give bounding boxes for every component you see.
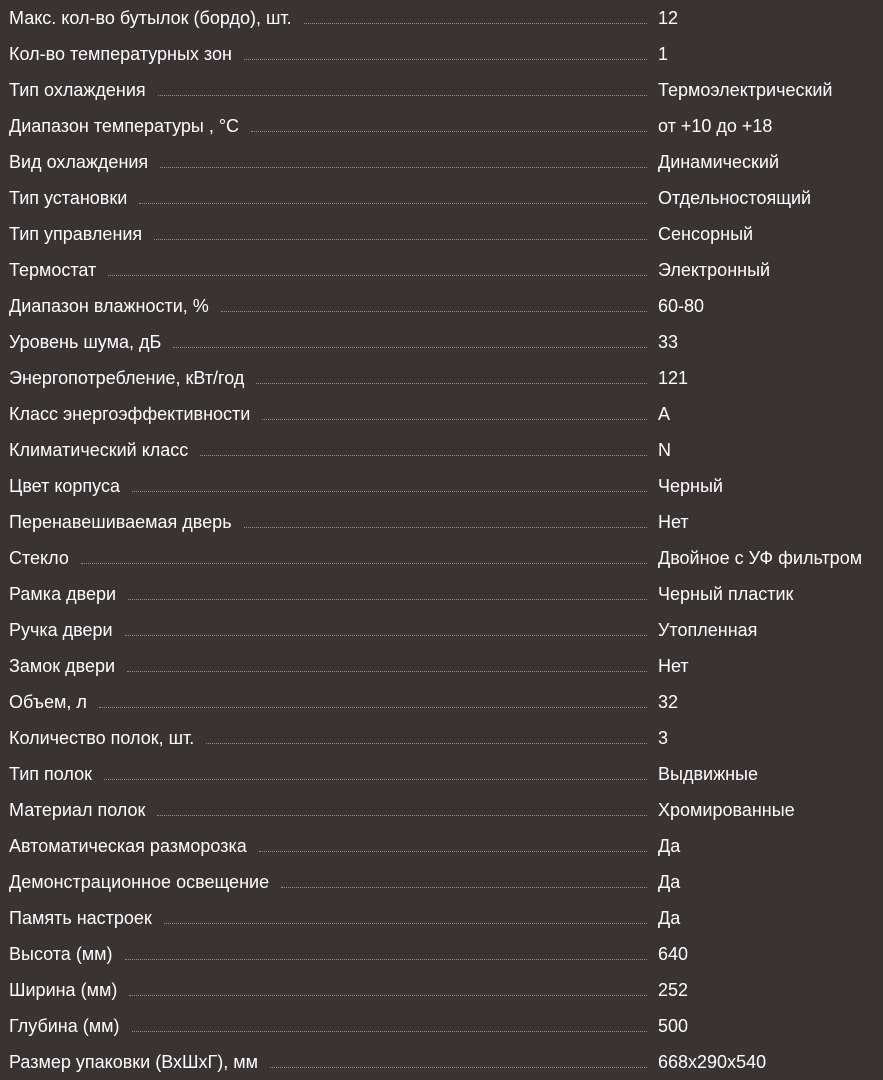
spec-value: Динамический <box>658 152 779 172</box>
spec-row <box>0 324 883 360</box>
spec-value: 640 <box>658 944 689 964</box>
spec-name: Замок двери <box>9 656 116 676</box>
dotted-leader <box>128 598 647 600</box>
spec-row <box>0 828 883 864</box>
spec-name: Класс энергоэффективности <box>9 404 251 424</box>
spec-row <box>0 36 883 72</box>
spec-row <box>0 864 883 900</box>
spec-name: Тип установки <box>9 188 128 208</box>
dotted-leader <box>262 418 647 420</box>
dotted-leader <box>157 814 647 816</box>
spec-row <box>0 504 883 540</box>
spec-value: Нет <box>658 656 689 676</box>
dotted-leader <box>244 526 647 528</box>
spec-name: Перенавешиваемая дверь <box>9 512 232 532</box>
spec-name: Вид охлаждения <box>9 152 149 172</box>
dotted-leader <box>221 310 647 312</box>
spec-row <box>0 540 883 576</box>
spec-row <box>0 360 883 396</box>
spec-value: Нет <box>658 512 689 532</box>
dotted-leader <box>164 922 647 924</box>
spec-row <box>0 180 883 216</box>
spec-value: A <box>658 404 671 424</box>
spec-row <box>0 396 883 432</box>
spec-value: от +10 до +18 <box>658 116 773 136</box>
spec-name: Кол-во температурных зон <box>9 44 232 64</box>
dotted-leader <box>281 886 647 888</box>
dotted-leader <box>139 202 647 204</box>
spec-name: Цвет корпуса <box>9 476 120 496</box>
dotted-leader <box>259 850 647 852</box>
spec-name: Демонстрационное освещение <box>9 872 270 892</box>
spec-row <box>0 576 883 612</box>
spec-row <box>0 756 883 792</box>
dotted-leader <box>104 778 647 780</box>
spec-value: 60-80 <box>658 296 705 316</box>
spec-name: Глубина (мм) <box>9 1016 120 1036</box>
spec-row <box>0 72 883 108</box>
spec-value: 668x290x540 <box>658 1052 767 1072</box>
spec-value: Отдельностоящий <box>658 188 812 208</box>
spec-value: 12 <box>658 8 679 28</box>
dotted-leader <box>270 1066 647 1068</box>
spec-row <box>0 0 883 36</box>
spec-row <box>0 288 883 324</box>
dotted-leader <box>132 1030 648 1032</box>
spec-name: Диапазон температуры , °С <box>9 116 240 136</box>
spec-value: Двойное с УФ фильтром <box>658 548 863 568</box>
spec-row <box>0 216 883 252</box>
spec-name: Климатический класс <box>9 440 189 460</box>
spec-row <box>0 684 883 720</box>
spec-value: Термоэлектрический <box>658 80 833 100</box>
spec-row <box>0 648 883 684</box>
spec-value: Да <box>658 836 681 856</box>
spec-name: Автоматическая разморозка <box>9 836 247 856</box>
dotted-leader <box>200 454 647 456</box>
dotted-leader <box>256 382 647 384</box>
spec-row <box>0 612 883 648</box>
spec-row <box>0 900 883 936</box>
spec-row <box>0 252 883 288</box>
spec-row <box>0 936 883 972</box>
spec-name: Ширина (мм) <box>9 980 118 1000</box>
spec-value: Черный пластик <box>658 584 794 604</box>
spec-name: Тип полок <box>9 764 92 784</box>
dotted-leader <box>206 742 647 744</box>
spec-value: 3 <box>658 728 669 748</box>
dotted-leader <box>99 706 647 708</box>
dotted-leader <box>125 634 647 636</box>
dotted-leader <box>132 490 647 492</box>
spec-value: 252 <box>658 980 689 1000</box>
dotted-leader <box>108 274 647 276</box>
spec-name: Макс. кол-во бутылок (бордо), шт. <box>9 8 292 28</box>
dotted-leader <box>125 958 647 960</box>
dotted-leader <box>129 994 647 996</box>
spec-value: Да <box>658 908 681 928</box>
spec-row <box>0 972 883 1008</box>
spec-name: Уровень шума, дБ <box>9 332 162 352</box>
spec-row <box>0 432 883 468</box>
spec-name: Ручка двери <box>9 620 113 640</box>
spec-name: Стекло <box>9 548 69 568</box>
dotted-leader <box>251 130 647 132</box>
spec-row <box>0 792 883 828</box>
spec-row <box>0 108 883 144</box>
spec-value: Да <box>658 872 681 892</box>
spec-value: 500 <box>658 1016 689 1036</box>
spec-name: Тип охлаждения <box>9 80 146 100</box>
spec-value: 121 <box>658 368 689 388</box>
spec-name: Материал полок <box>9 800 146 820</box>
dotted-leader <box>81 562 647 564</box>
spec-name: Количество полок, шт. <box>9 728 195 748</box>
dotted-leader <box>160 166 647 168</box>
spec-row <box>0 144 883 180</box>
spec-value: Хромированные <box>658 800 795 820</box>
spec-value: Электронный <box>658 260 771 280</box>
dotted-leader <box>158 94 647 96</box>
dotted-leader <box>127 670 647 672</box>
spec-value: Выдвижные <box>658 764 758 784</box>
spec-name: Рамка двери <box>9 584 117 604</box>
spec-name: Тип управления <box>9 224 143 244</box>
spec-value: Сенсорный <box>658 224 754 244</box>
spec-name: Размер упаковки (ВхШхГ), мм <box>9 1052 258 1072</box>
spec-value: 1 <box>658 44 669 64</box>
spec-name: Объем, л <box>9 692 87 712</box>
spec-value: N <box>658 440 671 460</box>
spec-value: 33 <box>658 332 679 352</box>
dotted-leader <box>154 238 647 240</box>
spec-row <box>0 720 883 756</box>
spec-row <box>0 1044 883 1080</box>
spec-row <box>0 1008 883 1044</box>
dotted-leader <box>304 22 647 24</box>
spec-name: Энергопотребление, кВт/год <box>9 368 245 388</box>
dotted-leader <box>244 58 647 60</box>
spec-name: Высота (мм) <box>9 944 113 964</box>
spec-row <box>0 468 883 504</box>
spec-value: 32 <box>658 692 679 712</box>
dotted-leader <box>173 346 647 348</box>
spec-name: Память настроек <box>9 908 152 928</box>
spec-value: Утопленная <box>658 620 758 640</box>
spec-value: Черный <box>658 476 723 496</box>
spec-name: Термостат <box>9 260 97 280</box>
spec-name: Диапазон влажности, % <box>9 296 209 316</box>
